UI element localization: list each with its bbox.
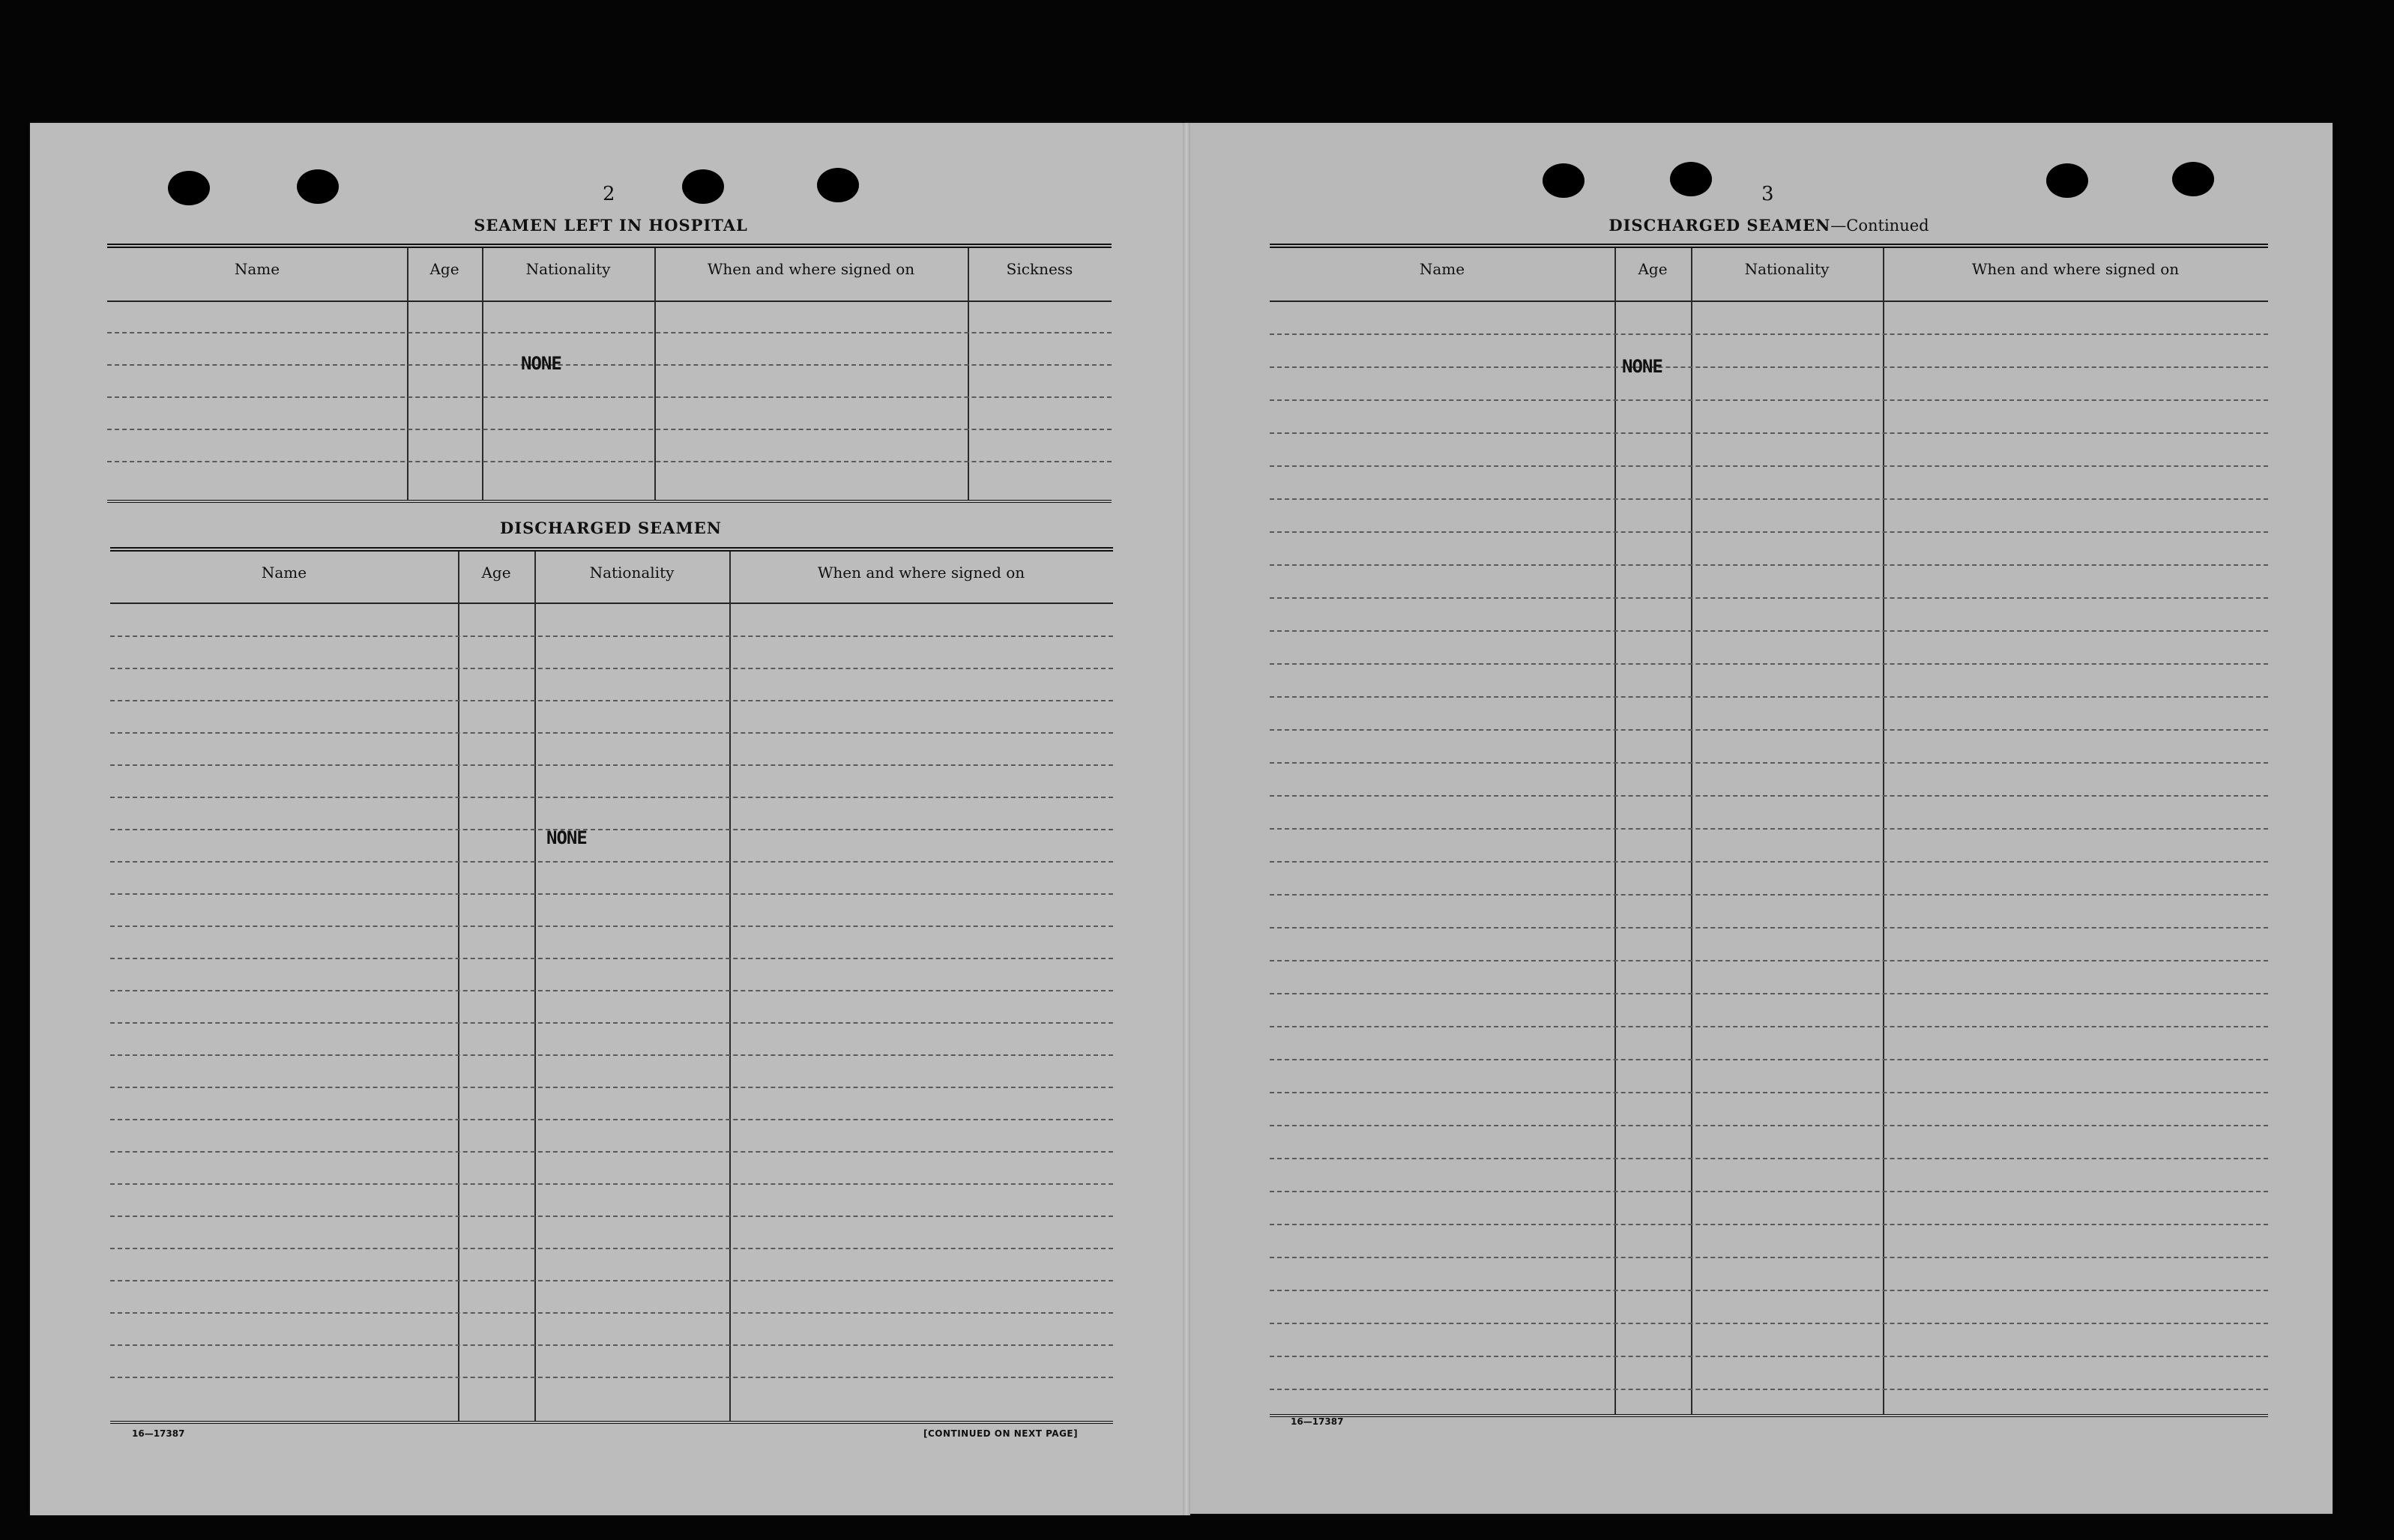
row-line (1270, 795, 2268, 797)
column-divider (1614, 248, 1616, 1414)
column-header-nationality: Nationality (589, 564, 675, 582)
none-stamp: NONE (521, 353, 561, 374)
row-line (1270, 1356, 2268, 1357)
punch-hole (168, 171, 210, 205)
column-header-nationality: Nationality (525, 260, 611, 278)
row-line (1270, 1158, 2268, 1159)
row-line (107, 332, 1112, 333)
row-line (107, 429, 1112, 430)
hospital-section-title: SEAMEN LEFT IN HOSPITAL (474, 216, 748, 235)
row-line (107, 364, 1112, 366)
row-line (1270, 828, 2268, 830)
column-header-age: Age (429, 260, 459, 278)
table-header (107, 248, 1112, 302)
row-line (1270, 630, 2268, 632)
row-line (1270, 333, 2268, 335)
punch-hole (817, 168, 859, 202)
discharged-section-title: DISCHARGED SEAMEN (500, 519, 722, 537)
punch-hole (2046, 163, 2088, 198)
punch-hole (2172, 162, 2214, 196)
none-stamp: NONE (546, 827, 587, 848)
row-line (107, 461, 1112, 462)
row-line (1270, 1224, 2268, 1225)
row-line (110, 1054, 1113, 1056)
column-divider (458, 552, 459, 1421)
discharged-continued-title (1559, 216, 1979, 235)
row-line (1270, 927, 2268, 928)
column-header-signed-on: When and where signed on (1971, 260, 2180, 278)
punch-hole (1670, 162, 1712, 196)
column-divider (1883, 248, 1884, 1414)
row-line (1270, 465, 2268, 467)
row-line (110, 958, 1113, 959)
table-header (1270, 248, 2268, 302)
column-header-name: Name (234, 260, 280, 278)
row-line (110, 925, 1113, 927)
column-header-nationality: Nationality (1744, 260, 1830, 278)
row-line (110, 1183, 1113, 1185)
punch-hole (1543, 163, 1585, 198)
column-header-name: Name (261, 564, 307, 582)
row-line (1270, 663, 2268, 665)
row-line (110, 1312, 1113, 1314)
none-stamp: NONE (1622, 356, 1662, 377)
row-line (1270, 498, 2268, 500)
continued-note: [CONTINUED ON NEXT PAGE] (923, 1428, 1079, 1439)
row-line (1270, 762, 2268, 764)
row-line (1270, 1026, 2268, 1027)
row-line (110, 700, 1113, 701)
table-header (110, 552, 1113, 604)
row-line (1270, 861, 2268, 863)
row-line (1270, 597, 2268, 599)
discharged-table (110, 547, 1113, 1424)
row-line (107, 396, 1112, 398)
row-line (110, 1119, 1113, 1120)
page-fold (1183, 123, 1190, 1515)
row-line (1270, 1290, 2268, 1291)
column-divider (534, 552, 536, 1421)
row-line (1270, 432, 2268, 434)
row-line (110, 668, 1113, 669)
row-line (1270, 960, 2268, 961)
row-line (110, 732, 1113, 734)
section-title-text: DISCHARGED SEAMEN (1608, 216, 1831, 235)
row-line (1270, 531, 2268, 533)
row-line (1270, 1257, 2268, 1258)
row-line (110, 1151, 1113, 1153)
row-line (1270, 1125, 2268, 1126)
row-line (110, 861, 1113, 863)
row-line (110, 764, 1113, 766)
column-divider (1691, 248, 1692, 1414)
column-header-sickness: Sickness (1006, 260, 1073, 278)
row-line (110, 1022, 1113, 1024)
column-header-signed-on: When and where signed on (707, 260, 915, 278)
page-number: 3 (1761, 183, 1774, 205)
row-line (1270, 993, 2268, 994)
row-line (1270, 1389, 2268, 1390)
row-line (110, 1087, 1113, 1088)
row-line (1270, 1092, 2268, 1093)
column-header-signed-on: When and where signed on (817, 564, 1025, 582)
row-line (1270, 564, 2268, 566)
hospital-table (107, 244, 1112, 503)
row-line (1270, 1323, 2268, 1324)
row-line (1270, 696, 2268, 698)
column-header-name: Name (1419, 260, 1465, 278)
row-line (110, 1248, 1113, 1249)
row-line (1270, 399, 2268, 401)
row-line (110, 635, 1113, 637)
row-line (110, 1216, 1113, 1217)
row-line (110, 1377, 1113, 1378)
row-line (110, 893, 1113, 895)
row-line (1270, 1059, 2268, 1060)
form-number: 16—17387 (132, 1428, 185, 1439)
row-line (1270, 366, 2268, 368)
punch-hole (297, 169, 339, 204)
column-divider (729, 552, 731, 1421)
column-header-age: Age (481, 564, 511, 582)
row-line (1270, 1191, 2268, 1192)
row-line (110, 829, 1113, 830)
row-line (1270, 894, 2268, 896)
punch-hole (682, 169, 724, 204)
row-line (1270, 729, 2268, 731)
row-line (110, 1344, 1113, 1346)
row-line (110, 1280, 1113, 1281)
page-number: 2 (603, 183, 615, 205)
form-number: 16—17387 (1291, 1416, 1344, 1427)
row-line (110, 797, 1113, 798)
discharged-continued-table (1270, 244, 2268, 1417)
row-line (110, 990, 1113, 991)
column-header-age: Age (1638, 260, 1668, 278)
section-title-suffix: —Continued (1830, 217, 1929, 235)
